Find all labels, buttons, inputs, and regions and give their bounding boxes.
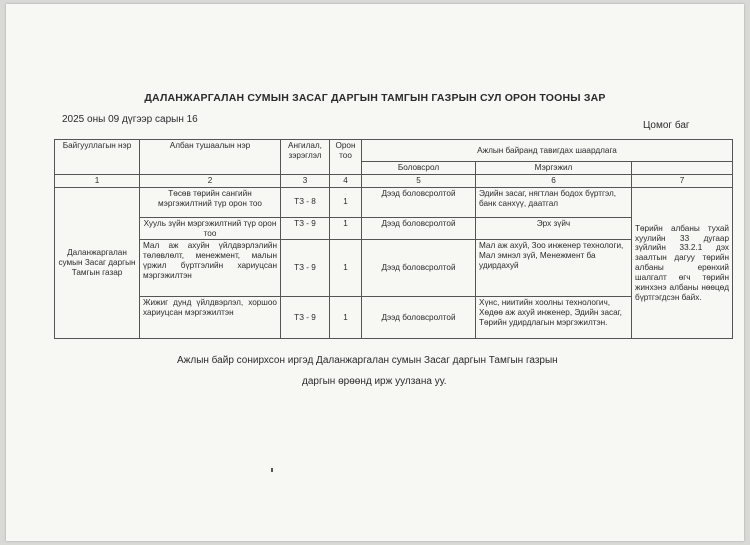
column-number-row bbox=[55, 174, 733, 187]
table-row bbox=[55, 297, 733, 339]
grade-cell: ТЗ - 9 bbox=[281, 297, 330, 339]
table-row bbox=[55, 187, 733, 217]
count-cell: 1 bbox=[330, 297, 362, 339]
grade-cell: ТЗ - 9 bbox=[281, 240, 330, 297]
ink-speck bbox=[271, 468, 273, 472]
col-number: 3 bbox=[281, 174, 330, 187]
col-number: 6 bbox=[476, 174, 632, 187]
date-line: 2025 оны 09 дүгээр сарын 16 bbox=[62, 114, 198, 125]
note-cell: Төрийн албаны тухай хуулийн 33 дугаар зүйлийн 33.2.1 дэх заалтын дагуу төрийн албаны ерөнхий шалгалт өгч төрийн жинхэнэ албаны нөөцөд бүртгэгдсэн байх. bbox=[632, 187, 733, 339]
profession-cell: Мал аж ахуй, Зоо инженер технологи, Мал эмнэл зүй, Менежмент ба удирдахуй bbox=[476, 240, 632, 297]
document-page bbox=[6, 4, 744, 541]
organization-cell: Даланжаргалан сумын Засаг даргын Тамгын газар bbox=[55, 187, 140, 339]
count-cell: 1 bbox=[330, 217, 362, 240]
education-cell: Дээд боловсролтой bbox=[362, 297, 476, 339]
team-label: Цомог баг bbox=[643, 120, 690, 131]
count-cell: 1 bbox=[330, 240, 362, 297]
education-cell: Дээд боловсролтой bbox=[362, 187, 476, 217]
table-row bbox=[55, 217, 733, 240]
col-number: 4 bbox=[330, 174, 362, 187]
col-number: 7 bbox=[632, 174, 733, 187]
header-count: Орон тоо bbox=[330, 140, 362, 175]
header-profession: Мэргэжил bbox=[476, 162, 632, 175]
grade-cell: ТЗ - 8 bbox=[281, 187, 330, 217]
header-education: Боловсрол bbox=[362, 162, 476, 175]
header-requirements: Ажлын байранд тавигдах шаардлага bbox=[362, 140, 733, 162]
page-title: ДАЛАНЖАРГАЛАН СУМЫН ЗАСАГ ДАРГЫН ТАМГЫН ГАЗРЫН СУЛ ОРОН ТООНЫ ЗАР bbox=[144, 92, 606, 104]
header-position: Албан тушаалын нэр bbox=[140, 140, 281, 175]
education-cell: Дээд боловсролтой bbox=[362, 240, 476, 297]
grade-cell: ТЗ - 9 bbox=[281, 217, 330, 240]
position-cell: Жижиг дунд үйлдвэрлэл, хоршоо хариуцсан мэргэжилтэн bbox=[140, 297, 281, 339]
col-number: 2 bbox=[140, 174, 281, 187]
footer-line-2: даргын өрөөнд ирж уулзана уу. bbox=[302, 376, 447, 387]
footer-line-1: Ажлын байр сонирхсон иргэд Даланжаргалан сумын Засаг даргын Тамгын газрын bbox=[177, 355, 558, 366]
position-cell: Хууль зүйн мэргэжилтний түр орон тоо bbox=[140, 217, 281, 240]
header-grade: Ангилал, зэрэглэл bbox=[281, 140, 330, 175]
profession-cell: Хүнс, ниитийн хоолны технологич, Хөдөө аж ахуй инженер, Эдийн засаг, Төрийн удирдлагын мэргэжилтэн. bbox=[476, 297, 632, 339]
header-org: Байгууллагын нэр bbox=[55, 140, 140, 175]
col-number: 5 bbox=[362, 174, 476, 187]
col-number: 1 bbox=[55, 174, 140, 187]
education-cell: Дээд боловсролтой bbox=[362, 217, 476, 240]
position-cell: Мал аж ахуйн үйлдвэрлэлийн төлөвлөлт, менежмент, малын үржил бүртгэлийн хариуцсан мэргэжилтэн bbox=[140, 240, 281, 297]
profession-cell: Эрх зүйч bbox=[476, 217, 632, 240]
header-row bbox=[55, 140, 733, 162]
position-cell: Төсөв төрийн сангийн мэргэжилтний түр орон тоо bbox=[140, 187, 281, 217]
profession-cell: Эдийн засаг, нягтлан бодох бүртгэл, банк санхүү, даатгал bbox=[476, 187, 632, 217]
vacancy-table bbox=[54, 139, 733, 339]
header-blank bbox=[632, 162, 733, 175]
table-row bbox=[55, 240, 733, 297]
count-cell: 1 bbox=[330, 187, 362, 217]
